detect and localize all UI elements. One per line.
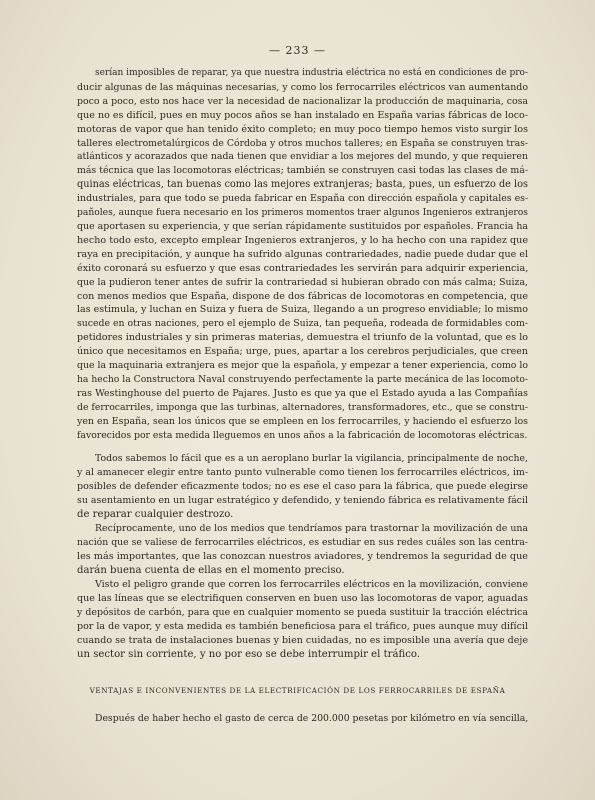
text-line: motoras de vapor que han tenido éxito completo; en muy poco tiempo hemos visto surgir los bbox=[77, 123, 528, 135]
text-line: raya en precipitación, y aunque ha sufrido algunas contrariedades, nadie puede dudar que el bbox=[77, 248, 528, 260]
text-line: atlánticos y acorazados que nada tienen que envidiar a los mejores del mundo, y que requieren bbox=[77, 151, 528, 163]
paragraph-4 bbox=[77, 578, 528, 661]
text-line: talleres electrometalúrgicos de Córdoba y otros muchos talleres; en España se construyen tras- bbox=[77, 137, 528, 149]
text-line: que la pudieron tener antes de sufrir la contrariedad si hubieran obrado con más calma; Suiza, bbox=[77, 276, 528, 288]
paragraph-3 bbox=[77, 522, 528, 578]
text-line: ha hecho la Constructora Naval construyendo perfectamente la parte mecánica de las locomoto- bbox=[77, 373, 528, 385]
paragraph-1 bbox=[77, 67, 528, 442]
text-line: y al amanecer elegir entre tanto punto vulnerable como tienen los ferrocarriles eléctricos, im- bbox=[77, 466, 528, 478]
text-line: pañoles, aunque fuera necesario en los primeros momentos traer algunos Ingenieros extranjeros bbox=[77, 207, 528, 219]
text-line: posibles de defender eficazmente todos; no es ese el caso para la fábrica, que puede elegirse bbox=[77, 480, 528, 492]
text-line: ducir algunas de las máquinas necesarias, y como los ferrocarriles eléctricos van aumentando bbox=[77, 81, 528, 93]
text-line: sucede en otras naciones, pero el ejemplo de Suiza, tan pequeña, rodeada de formidables com- bbox=[77, 318, 528, 330]
page-number: — 233 — bbox=[269, 44, 326, 57]
text-line: ras Westinghouse del puerto de Pajares. Justo es que ya que el Estado ayuda a las Compañías bbox=[77, 387, 528, 399]
text-line: industriales, para que todo se pueda fabricar en España con dirección española y capitales es- bbox=[77, 193, 529, 205]
text-line: les más importantes, que las conozcan nuestros aviadores, y tendremos la seguridad de que bbox=[77, 550, 529, 562]
text-line: de ferrocarriles, imponga que las turbinas, alternadores, transformadores, etc., que se constru- bbox=[77, 401, 528, 413]
text-line: por la de vapor, y esta medida es también beneficiosa para el tráfico, pues aunque muy difícil bbox=[77, 620, 528, 632]
text-line: su asentamiento en un lugar estratégico y defendido, y teniendo fábrica es relativamente fácil bbox=[77, 494, 528, 506]
text-line: con menos medios que España, dispone de dos fábricas de locomotoras en competencia, que bbox=[77, 290, 528, 302]
text-line: que las líneas que se electrifiquen conserven en buen uso las locomotoras de vapor, aguadas bbox=[77, 592, 528, 604]
section-heading: VENTAJAS E INCONVENIENTES DE LA ELECTRIFICACIÓN DE LOS FERROCARRILES DE ESPAÑA bbox=[89, 686, 506, 695]
text-line: de reparar cualquier destrozo. bbox=[77, 508, 234, 520]
text-line: quinas eléctricas, tan buenas como las mejores extranjeras; basta, pues, un esfuerzo de los bbox=[77, 179, 528, 191]
text-line: hecho todo esto, excepto emplear Ingenieros extranjeros, y lo ha hecho con una rapidez que bbox=[77, 234, 528, 246]
text-line: y depósitos de carbón, para que en cualquier momento se pueda sustituir la tracción eléctrica bbox=[77, 606, 528, 618]
text-line: nación que se valiese de ferrocarriles eléctricos, es estudiar en sus redes cuáles son las centra- bbox=[77, 536, 528, 548]
paragraph-2 bbox=[77, 452, 528, 522]
text-line: darán buena cuenta de ellas en el momento preciso. bbox=[77, 564, 345, 576]
text-line: que aportasen su experiencia, y que serían rápidamente sustituidos por españoles. Francia ha bbox=[77, 220, 528, 232]
paragraph-5 bbox=[77, 712, 528, 726]
text-line: que no es difícil, pues en muy pocos años se han instalado en España varias fábricas de loco- bbox=[77, 109, 528, 121]
text-line: yen en España, sean los únicos que se empleen en los ferrocarriles, y haciendo el esfuerzo los bbox=[77, 415, 528, 427]
text-line: cuando se trata de instalaciones buenas y bien cuidadas, no es imposible una avería que deje bbox=[77, 634, 528, 646]
text-line: Recíprocamente, uno de los medios que tendríamos para trastornar la movilización de una bbox=[95, 523, 528, 534]
text-line: más técnica que las locomotoras eléctricas; también se construyen casi todas las clases de má- bbox=[77, 165, 528, 177]
text-line: las estimula, y luchan en Suiza y fuera de Suiza, llegando a un progreso envidiable; lo mismo bbox=[77, 304, 528, 316]
text-line: Visto el peligro grande que corren los ferrocarriles eléctricos en la movilización, conviene bbox=[95, 579, 528, 590]
text-line: un sector sin corriente, y no por eso se debe interrumpir el tráfico. bbox=[77, 648, 420, 660]
text-line: petidores industriales y sin primeras materias, demuestra el triunfo de la voluntad, que es lo bbox=[77, 332, 528, 344]
text-line: Todos sabemos lo fácil que es a un aeroplano burlar la vigilancia, principalmente de noche, bbox=[95, 453, 528, 464]
text-line: favorecidos por esta medida lleguemos en unos años a la fabricación de locomotoras eléctricas. bbox=[77, 429, 528, 441]
text-line: Después de haber hecho el gasto de cerca de 200.000 pesetas por kilómetro en vía sencilla, bbox=[95, 713, 529, 724]
text-line: éxito coronará su esfuerzo y que esas contrariedades les servirán para adquirir experiencia, bbox=[77, 262, 529, 274]
text-line: serían imposibles de reparar, ya que nuestra industria eléctrica no está en condiciones de pro- bbox=[95, 68, 528, 78]
text-line: que la maquinaria extranjera es mejor que la española, y empezar a tener experiencia, como lo bbox=[77, 360, 528, 372]
text-line: poco a poco, esto nos hace ver la necesidad de nacionalizar la producción de maquinaria, cosa bbox=[77, 95, 528, 107]
text-line: único que necesitamos en España; urge, pues, apartar a los cerebros perjudiciales, que creen bbox=[77, 346, 528, 358]
